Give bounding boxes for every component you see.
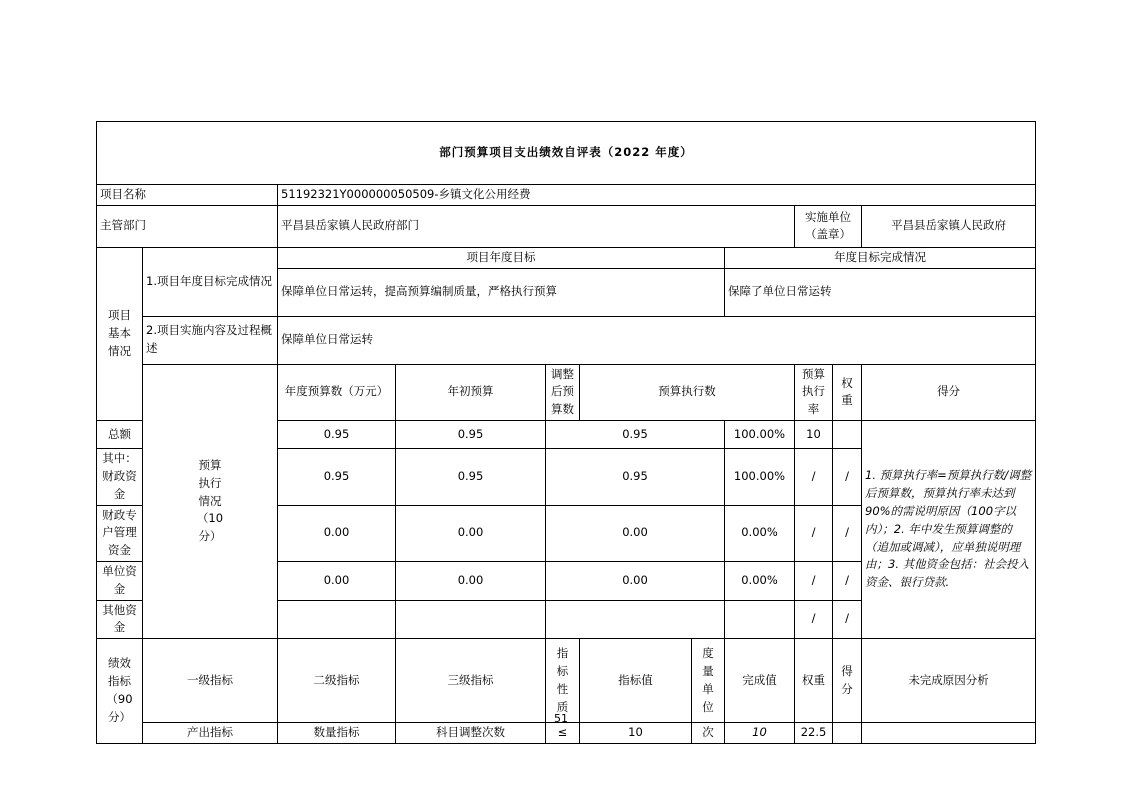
hdr-level1: 一级指标 <box>143 639 278 723</box>
page-number: 51 <box>554 712 568 725</box>
impl-content-label: 2.项目实施内容及过程概述 <box>143 316 278 364</box>
page-title: 部门预算项目支出绩效自评表（2022 年度） <box>97 122 1036 185</box>
hdr-actual: 完成值 <box>725 639 795 723</box>
impl-unit-value: 平昌县岳家镇人民政府 <box>862 205 1036 247</box>
dept-label: 主管部门 <box>97 205 278 247</box>
hdr-target: 指标值 <box>580 639 692 723</box>
hdr-perf-weight: 权重 <box>795 639 833 723</box>
impl-unit-label <box>795 205 862 247</box>
hdr-score: 得分 <box>862 364 1036 420</box>
impl-unit-label-line1: 实施单位 <box>805 209 851 224</box>
hdr-annual-budget: 年度预算数（万元） <box>278 364 396 420</box>
col-annual-goal: 项目年度目标 <box>278 247 725 268</box>
perf-section-label: 绩效 指标 （90 分） <box>97 639 143 744</box>
project-name-label: 项目名称 <box>97 185 278 206</box>
dept-row <box>97 205 1036 247</box>
hdr-level2: 二级指标 <box>278 639 396 723</box>
table-row: 其他资金 / / <box>97 600 1036 639</box>
impl-content-value: 保障单位日常运转 <box>278 316 1036 364</box>
hdr-level3: 三级指标 <box>396 639 546 723</box>
project-name-row <box>97 185 1036 206</box>
hdr-perf-reason: 未完成原因分析 <box>862 639 1036 723</box>
hdr-rate: 预算执行率 <box>795 364 833 420</box>
reason-note: 1. 预算执行率=预算执行数/调整后预算数，预算执行率未达到90%的需说明原因（100字以内）；2. 年中发生预算调整的（追加或调减），应单独说明理由；3. 其他资金包括：社会投入资金、银行贷款. <box>862 421 1036 639</box>
hdr-unit: 度 量 单 位 <box>692 639 725 723</box>
hdr-executed: 预算执行数 <box>580 364 795 420</box>
basic-info-label: 项目 基本 情况 <box>97 247 143 420</box>
annual-goal-label: 1.项目年度目标完成情况 <box>143 247 278 316</box>
goal-completion-value: 保障了单位日常运转 <box>725 268 1036 316</box>
goal-header-row <box>97 247 1036 268</box>
table-row: 产出指标 数量指标 科目调整次数 ≤ 10 次 10 22.5 <box>97 723 1036 744</box>
hdr-initial: 年初预算 <box>396 364 546 420</box>
table-row: 总额 0.95 0.95 0.95 100.00% 10 1. 预算执行率=预算执行数/调整后预算数，预算执行率未达到90%的需说明原因（100字以内）；2. 年中发生预算调整的（追加或调减），应单独说明理由；3. 其他资金包括：社会投入资金、银行贷款. <box>97 421 1036 449</box>
dept-value: 平昌县岳家镇人民政府部门 <box>278 205 795 247</box>
project-name-value: 51192321Y000000050509-乡镇文化公用经费 <box>278 185 1036 206</box>
table-row: 其中：财政资金 0.95 0.95 0.95 100.00% / / <box>97 449 1036 505</box>
hdr-perf-score: 得分 <box>833 639 862 723</box>
annual-goal-value: 保障单位日常运转，提高预算编制质量，严格执行预算 <box>278 268 725 316</box>
budget-section-label: 预算 执行 情况 （10 分） <box>143 364 278 639</box>
performance-table <box>96 121 1036 744</box>
col-goal-completion: 年度目标完成情况 <box>725 247 1036 268</box>
table-row: 财政专户管理资金 0.00 0.00 0.00 0.00% / / <box>97 505 1036 561</box>
hdr-nature: 指 标 性 质 <box>546 639 580 723</box>
perf-header-row <box>97 639 1036 723</box>
title-row <box>97 122 1036 185</box>
hdr-weight: 权重 <box>833 364 862 420</box>
impl-content-row <box>97 316 1036 364</box>
budget-header-row <box>97 364 1036 420</box>
impl-unit-label-line2: （盖章） <box>805 227 851 242</box>
table-row: 单位资金 0.00 0.00 0.00 0.00% / / <box>97 561 1036 600</box>
hdr-adjusted: 调整后预算数 <box>546 364 580 420</box>
